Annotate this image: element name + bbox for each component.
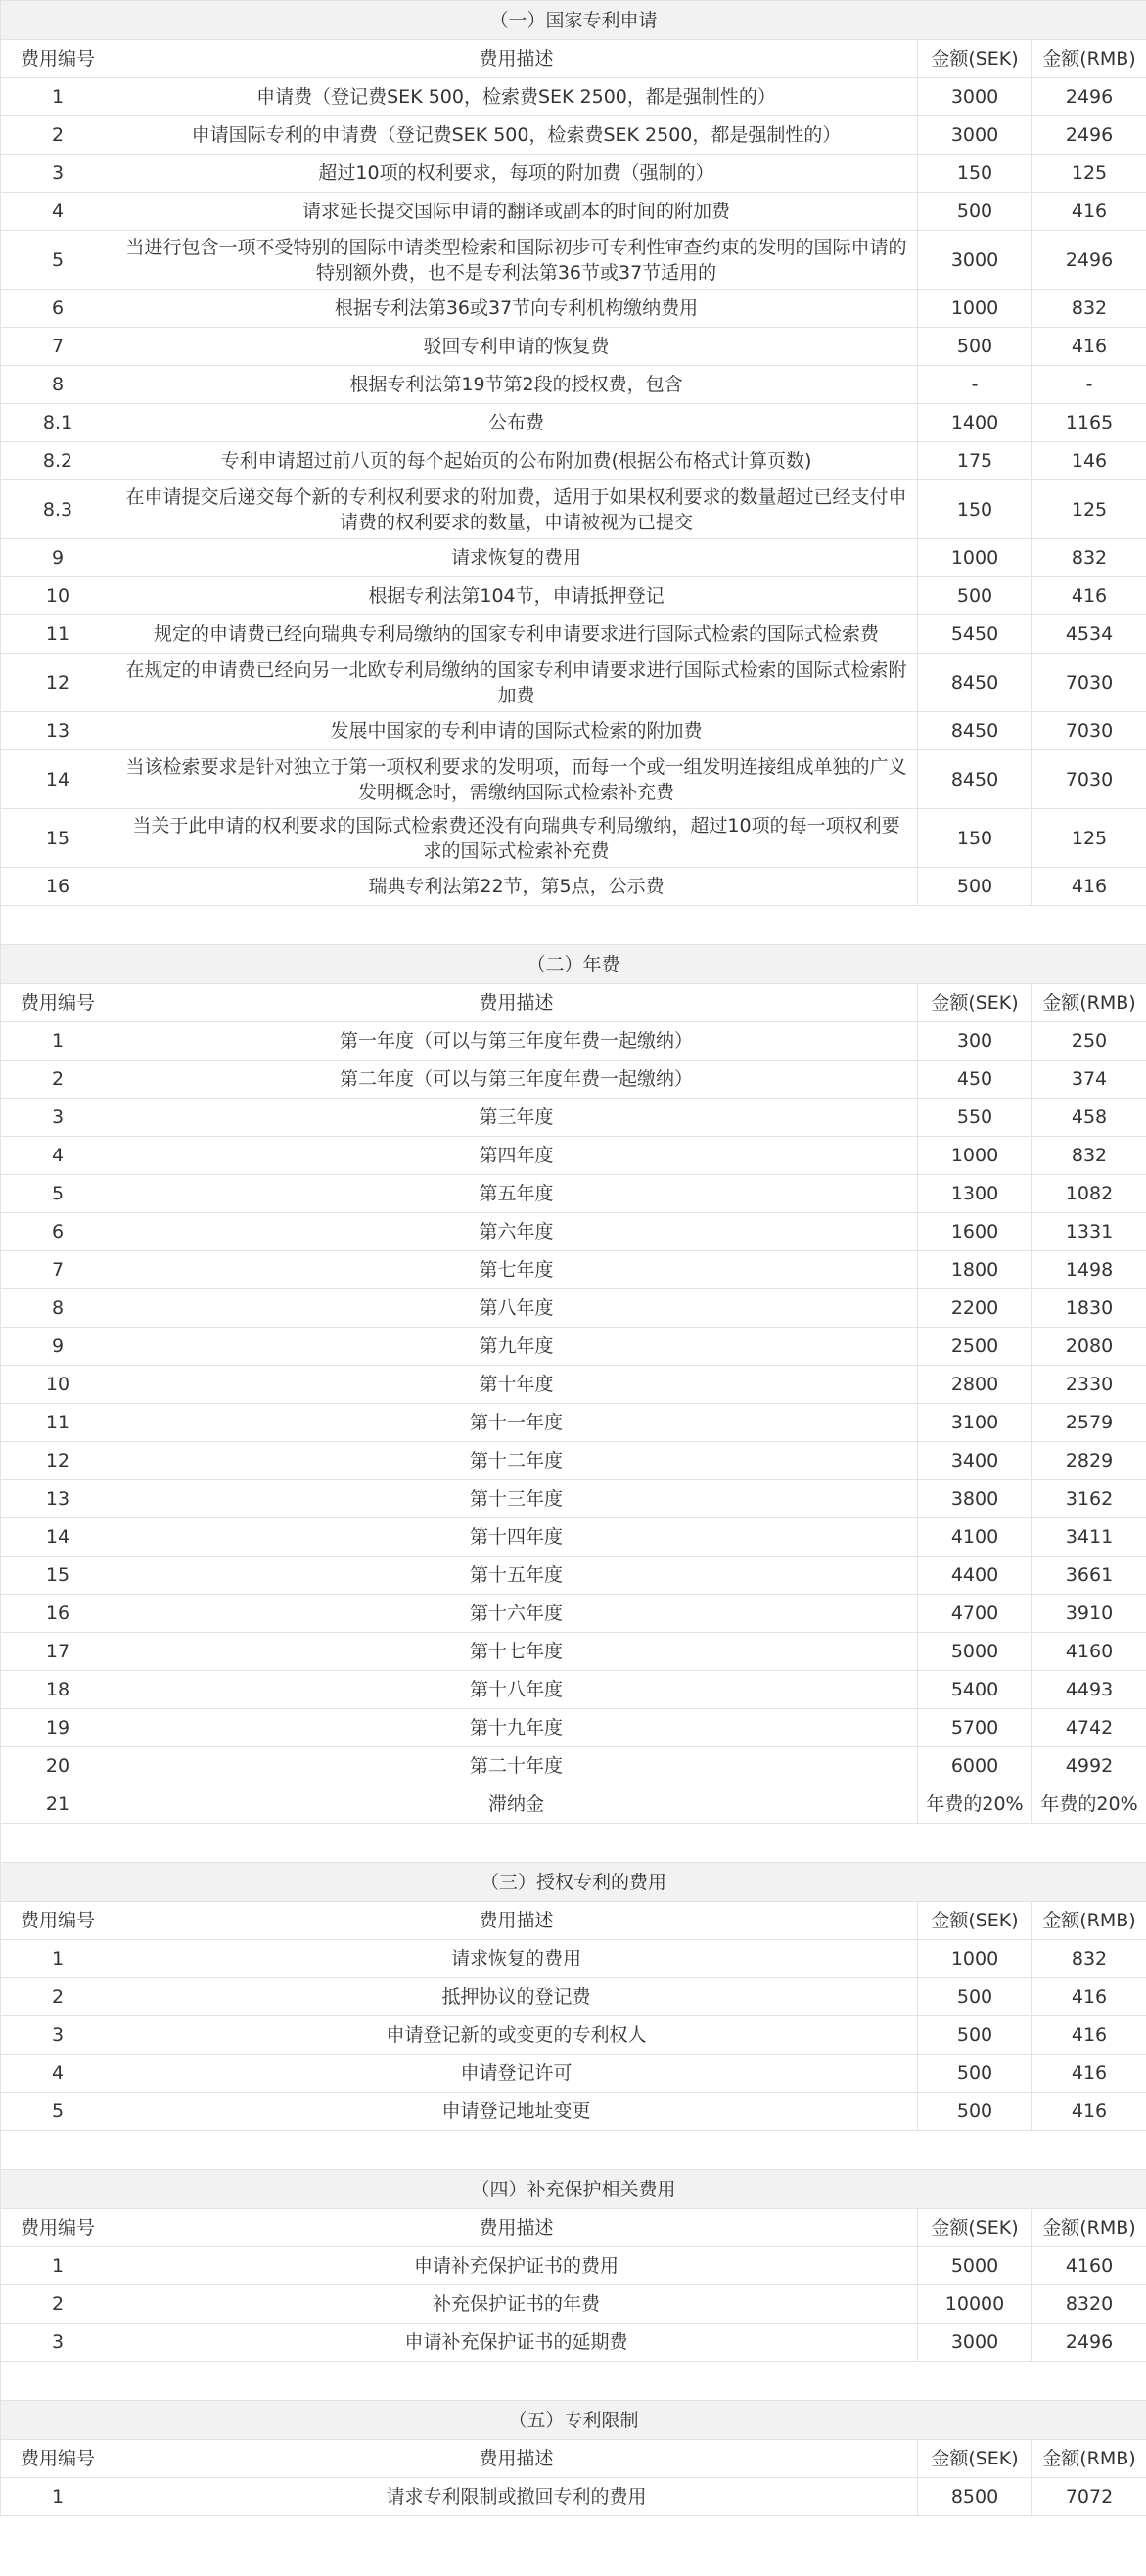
fee-code: 4 [1, 1137, 115, 1175]
section-title-row [1, 945, 1146, 984]
fee-code: 9 [1, 539, 115, 577]
section-title: （四）补充保护相关费用 [1, 2170, 1146, 2209]
amount-sek: 1000 [918, 1940, 1032, 1978]
amount-rmb: 7030 [1032, 654, 1146, 712]
fee-code: 17 [1, 1633, 115, 1671]
table-row [1, 2285, 1146, 2324]
amount-sek: 10000 [918, 2285, 1032, 2324]
amount-rmb: 4742 [1032, 1709, 1146, 1747]
amount-rmb: - [1032, 366, 1146, 404]
table-row [1, 750, 1146, 809]
header-fee-description: 费用描述 [115, 2209, 918, 2247]
table-row [1, 1137, 1146, 1175]
amount-sek: 3400 [918, 1442, 1032, 1480]
fee-code: 14 [1, 750, 115, 809]
fee-description: 规定的申请费已经向瑞典专利局缴纳的国家专利申请要求进行国际式检索的国际式检索费 [115, 615, 918, 654]
fee-description: 补充保护证书的年费 [115, 2285, 918, 2324]
table-row [1, 366, 1146, 404]
table-row [1, 1747, 1146, 1785]
amount-rmb: 4992 [1032, 1747, 1146, 1785]
fee-description: 第七年度 [115, 1251, 918, 1289]
fee-description: 第十二年度 [115, 1442, 918, 1480]
fee-description: 第八年度 [115, 1289, 918, 1328]
amount-sek: 300 [918, 1022, 1032, 1061]
table-row [1, 809, 1146, 868]
amount-rmb: 1165 [1032, 404, 1146, 442]
amount-rmb: 2330 [1032, 1366, 1146, 1404]
table-row [1, 2324, 1146, 2362]
amount-rmb: 374 [1032, 1061, 1146, 1099]
amount-sek: 1300 [918, 1175, 1032, 1213]
amount-rmb: 146 [1032, 442, 1146, 480]
amount-rmb: 1498 [1032, 1251, 1146, 1289]
fee-code: 2 [1, 2285, 115, 2324]
amount-rmb: 125 [1032, 809, 1146, 868]
header-amount-sek: 金额(SEK) [918, 40, 1032, 78]
table-row [1, 193, 1146, 231]
fee-code: 4 [1, 2055, 115, 2093]
amount-rmb: 416 [1032, 868, 1146, 906]
fee-description: 当关于此申请的权利要求的国际式检索费还没有向瑞典专利局缴纳，超过10项的每一项权利要求的国际式检索补充费 [115, 809, 918, 868]
fee-description: 第一年度（可以与第三年度年费一起缴纳） [115, 1022, 918, 1061]
amount-sek: 8450 [918, 712, 1032, 750]
spacer-cell [1, 1824, 1146, 1863]
fee-description: 第五年度 [115, 1175, 918, 1213]
amount-rmb: 4160 [1032, 2247, 1146, 2285]
column-header-row [1, 40, 1146, 78]
fee-code: 1 [1, 78, 115, 116]
spacer-cell [1, 2131, 1146, 2170]
header-fee-description: 费用描述 [115, 2440, 918, 2478]
fee-code: 1 [1, 2247, 115, 2285]
amount-rmb: 416 [1032, 1978, 1146, 2016]
table-row [1, 2478, 1146, 2516]
fee-description: 第十三年度 [115, 1480, 918, 1518]
section-spacer [1, 906, 1146, 945]
fee-code: 6 [1, 290, 115, 328]
fee-description: 请求恢复的费用 [115, 1940, 918, 1978]
amount-rmb: 7030 [1032, 750, 1146, 809]
table-row [1, 1328, 1146, 1366]
amount-rmb: 2496 [1032, 78, 1146, 116]
fee-code: 7 [1, 1251, 115, 1289]
amount-rmb: 832 [1032, 539, 1146, 577]
section-spacer [1, 1824, 1146, 1863]
amount-sek: 3800 [918, 1480, 1032, 1518]
fee-code: 5 [1, 231, 115, 290]
section-title-row [1, 1, 1146, 40]
amount-rmb: 2080 [1032, 1328, 1146, 1366]
amount-sek: 8450 [918, 654, 1032, 712]
fee-code: 21 [1, 1785, 115, 1824]
amount-rmb: 832 [1032, 1137, 1146, 1175]
fee-description: 第十一年度 [115, 1404, 918, 1442]
amount-sek: 500 [918, 2055, 1032, 2093]
amount-sek: 500 [918, 193, 1032, 231]
amount-sek: 1400 [918, 404, 1032, 442]
amount-sek: 550 [918, 1099, 1032, 1137]
amount-sek: 150 [918, 480, 1032, 539]
header-amount-sek: 金额(SEK) [918, 984, 1032, 1022]
fee-code: 3 [1, 2016, 115, 2055]
amount-sek: 3000 [918, 78, 1032, 116]
table-row [1, 1709, 1146, 1747]
amount-rmb: 3910 [1032, 1595, 1146, 1633]
column-header-row [1, 984, 1146, 1022]
table-row [1, 1978, 1146, 2016]
amount-sek: 4700 [918, 1595, 1032, 1633]
table-row [1, 1175, 1146, 1213]
fee-code: 11 [1, 1404, 115, 1442]
fee-code: 8 [1, 1289, 115, 1328]
table-row [1, 1595, 1146, 1633]
table-row [1, 1940, 1146, 1978]
amount-sek: 2200 [918, 1289, 1032, 1328]
section-title-row [1, 2170, 1146, 2209]
header-amount-rmb: 金额(RMB) [1032, 2440, 1146, 2478]
fee-code: 14 [1, 1518, 115, 1557]
fee-code: 2 [1, 116, 115, 155]
fee-code: 3 [1, 1099, 115, 1137]
fee-code: 12 [1, 654, 115, 712]
amount-sek: 500 [918, 577, 1032, 615]
amount-sek: 1000 [918, 539, 1032, 577]
amount-sek: 3100 [918, 1404, 1032, 1442]
amount-rmb: 3411 [1032, 1518, 1146, 1557]
amount-sek: 8450 [918, 750, 1032, 809]
fee-description: 第六年度 [115, 1213, 918, 1251]
fee-description: 发展中国家的专利申请的国际式检索的附加费 [115, 712, 918, 750]
amount-rmb: 1830 [1032, 1289, 1146, 1328]
amount-sek: 500 [918, 2016, 1032, 2055]
fee-code: 10 [1, 1366, 115, 1404]
section-spacer [1, 2131, 1146, 2170]
fee-description: 第十七年度 [115, 1633, 918, 1671]
fee-code: 8.2 [1, 442, 115, 480]
amount-rmb: 2579 [1032, 1404, 1146, 1442]
amount-sek: 3000 [918, 231, 1032, 290]
amount-sek: 5450 [918, 615, 1032, 654]
table-row [1, 1557, 1146, 1595]
table-row [1, 2247, 1146, 2285]
header-fee-code: 费用编号 [1, 984, 115, 1022]
amount-rmb: 416 [1032, 577, 1146, 615]
table-row [1, 442, 1146, 480]
fee-code: 5 [1, 1175, 115, 1213]
fee-code: 3 [1, 2324, 115, 2362]
header-fee-code: 费用编号 [1, 40, 115, 78]
table-row [1, 1061, 1146, 1099]
table-row [1, 1366, 1146, 1404]
amount-sek: 5000 [918, 1633, 1032, 1671]
fee-description: 请求恢复的费用 [115, 539, 918, 577]
fee-code: 13 [1, 712, 115, 750]
section-title: （一）国家专利申请 [1, 1, 1146, 40]
fee-description: 根据专利法第104节，申请抵押登记 [115, 577, 918, 615]
table-row [1, 1633, 1146, 1671]
table-row [1, 2016, 1146, 2055]
amount-sek: 500 [918, 2093, 1032, 2131]
fee-description: 瑞典专利法第22节，第5点，公示费 [115, 868, 918, 906]
fee-description: 第四年度 [115, 1137, 918, 1175]
fee-code: 20 [1, 1747, 115, 1785]
spacer-cell [1, 906, 1146, 945]
amount-sek: 150 [918, 809, 1032, 868]
fee-code: 8.3 [1, 480, 115, 539]
amount-rmb: 416 [1032, 193, 1146, 231]
section-title: （五）专利限制 [1, 2401, 1146, 2440]
fee-description: 申请登记许可 [115, 2055, 918, 2093]
amount-sek: 1600 [918, 1213, 1032, 1251]
table-row [1, 1289, 1146, 1328]
amount-sek: 450 [918, 1061, 1032, 1099]
header-fee-code: 费用编号 [1, 2440, 115, 2478]
column-header-row [1, 2209, 1146, 2247]
table-row [1, 868, 1146, 906]
amount-rmb: 416 [1032, 2055, 1146, 2093]
column-header-row [1, 2440, 1146, 2478]
amount-rmb: 250 [1032, 1022, 1146, 1061]
fee-description: 第十六年度 [115, 1595, 918, 1633]
amount-rmb: 416 [1032, 328, 1146, 366]
amount-sek: 500 [918, 868, 1032, 906]
fee-code: 6 [1, 1213, 115, 1251]
amount-rmb: 125 [1032, 480, 1146, 539]
amount-sek: - [918, 366, 1032, 404]
amount-sek: 2800 [918, 1366, 1032, 1404]
amount-sek: 3000 [918, 116, 1032, 155]
amount-rmb: 2496 [1032, 116, 1146, 155]
fee-code: 13 [1, 1480, 115, 1518]
header-fee-description: 费用描述 [115, 984, 918, 1022]
column-header-row [1, 1902, 1146, 1940]
fee-description: 第三年度 [115, 1099, 918, 1137]
amount-sek: 年费的20% [918, 1785, 1032, 1824]
header-amount-rmb: 金额(RMB) [1032, 984, 1146, 1022]
fee-code: 8.1 [1, 404, 115, 442]
header-fee-description: 费用描述 [115, 1902, 918, 1940]
amount-rmb: 7030 [1032, 712, 1146, 750]
header-amount-sek: 金额(SEK) [918, 1902, 1032, 1940]
fee-code: 11 [1, 615, 115, 654]
amount-sek: 150 [918, 155, 1032, 193]
fee-description: 驳回专利申请的恢复费 [115, 328, 918, 366]
amount-sek: 5000 [918, 2247, 1032, 2285]
amount-rmb: 4534 [1032, 615, 1146, 654]
amount-rmb: 2829 [1032, 1442, 1146, 1480]
table-row [1, 231, 1146, 290]
fee-code: 9 [1, 1328, 115, 1366]
fee-code: 18 [1, 1671, 115, 1709]
fee-code: 1 [1, 1022, 115, 1061]
amount-sek: 1000 [918, 290, 1032, 328]
fee-description: 第二十年度 [115, 1747, 918, 1785]
amount-sek: 1800 [918, 1251, 1032, 1289]
fee-description: 超过10项的权利要求，每项的附加费（强制的） [115, 155, 918, 193]
amount-rmb: 832 [1032, 290, 1146, 328]
amount-sek: 4400 [918, 1557, 1032, 1595]
amount-sek: 500 [918, 328, 1032, 366]
table-row [1, 155, 1146, 193]
table-row [1, 654, 1146, 712]
fee-code: 3 [1, 155, 115, 193]
fee-description: 第二年度（可以与第三年度年费一起缴纳） [115, 1061, 918, 1099]
section-title: （二）年费 [1, 945, 1146, 984]
fee-description: 当进行包含一项不受特别的国际申请类型检索和国际初步可专利性审查约束的发明的国际申请的特别额外费，也不是专利法第36节或37节适用的 [115, 231, 918, 290]
amount-rmb: 416 [1032, 2016, 1146, 2055]
fee-code: 2 [1, 1061, 115, 1099]
amount-rmb: 832 [1032, 1940, 1146, 1978]
header-amount-rmb: 金额(RMB) [1032, 40, 1146, 78]
amount-rmb: 3162 [1032, 1480, 1146, 1518]
table-row [1, 480, 1146, 539]
fee-description: 申请国际专利的申请费（登记费SEK 500，检索费SEK 2500，都是强制性的） [115, 116, 918, 155]
fee-code: 8 [1, 366, 115, 404]
table-row [1, 615, 1146, 654]
amount-sek: 6000 [918, 1747, 1032, 1785]
fee-code: 16 [1, 1595, 115, 1633]
amount-rmb: 2496 [1032, 2324, 1146, 2362]
table-row [1, 1785, 1146, 1824]
amount-sek: 175 [918, 442, 1032, 480]
fee-description: 请求专利限制或撤回专利的费用 [115, 2478, 918, 2516]
amount-rmb: 2496 [1032, 231, 1146, 290]
amount-rmb: 125 [1032, 155, 1146, 193]
fee-description: 申请登记新的或变更的专利权人 [115, 2016, 918, 2055]
fee-description: 根据专利法第36或37节向专利机构缴纳费用 [115, 290, 918, 328]
fee-code: 5 [1, 2093, 115, 2131]
table-row [1, 328, 1146, 366]
amount-sek: 5700 [918, 1709, 1032, 1747]
fee-description: 专利申请超过前八页的每个起始页的公布附加费(根据公布格式计算页数) [115, 442, 918, 480]
table-row [1, 78, 1146, 116]
amount-sek: 1000 [918, 1137, 1032, 1175]
section-title-row [1, 1863, 1146, 1902]
header-amount-sek: 金额(SEK) [918, 2440, 1032, 2478]
table-row [1, 116, 1146, 155]
header-fee-description: 费用描述 [115, 40, 918, 78]
table-row [1, 1480, 1146, 1518]
header-amount-sek: 金额(SEK) [918, 2209, 1032, 2247]
fee-code: 19 [1, 1709, 115, 1747]
amount-rmb: 458 [1032, 1099, 1146, 1137]
amount-rmb: 8320 [1032, 2285, 1146, 2324]
amount-rmb: 1331 [1032, 1213, 1146, 1251]
fee-description: 第九年度 [115, 1328, 918, 1366]
fee-description: 申请费（登记费SEK 500，检索费SEK 2500，都是强制性的） [115, 78, 918, 116]
fee-description: 第十年度 [115, 1366, 918, 1404]
fee-description: 在申请提交后递交每个新的专利权利要求的附加费，适用于如果权利要求的数量超过已经支付申请费的权利要求的数量，申请被视为已提交 [115, 480, 918, 539]
table-row [1, 1022, 1146, 1061]
table-row [1, 1099, 1146, 1137]
header-amount-rmb: 金额(RMB) [1032, 2209, 1146, 2247]
fee-code: 15 [1, 809, 115, 868]
table-row [1, 1518, 1146, 1557]
amount-sek: 2500 [918, 1328, 1032, 1366]
table-row [1, 2093, 1146, 2131]
fee-code: 2 [1, 1978, 115, 2016]
section-title-row [1, 2401, 1146, 2440]
section-title: （三）授权专利的费用 [1, 1863, 1146, 1902]
table-row [1, 1404, 1146, 1442]
table-row [1, 1442, 1146, 1480]
table-row [1, 1671, 1146, 1709]
fee-code: 10 [1, 577, 115, 615]
amount-rmb: 4160 [1032, 1633, 1146, 1671]
fee-description: 请求延长提交国际申请的翻译或副本的时间的附加费 [115, 193, 918, 231]
header-amount-rmb: 金额(RMB) [1032, 1902, 1146, 1940]
fee-description: 第十四年度 [115, 1518, 918, 1557]
fee-description: 申请补充保护证书的延期费 [115, 2324, 918, 2362]
amount-sek: 8500 [918, 2478, 1032, 2516]
amount-sek: 500 [918, 1978, 1032, 2016]
table-row [1, 2055, 1146, 2093]
amount-rmb: 7072 [1032, 2478, 1146, 2516]
fee-description: 第十五年度 [115, 1557, 918, 1595]
table-row [1, 1213, 1146, 1251]
fee-description: 根据专利法第19节第2段的授权费，包含 [115, 366, 918, 404]
fee-code: 15 [1, 1557, 115, 1595]
fee-code: 7 [1, 328, 115, 366]
table-row [1, 577, 1146, 615]
fee-description: 滞纳金 [115, 1785, 918, 1824]
amount-rmb: 1082 [1032, 1175, 1146, 1213]
header-fee-code: 费用编号 [1, 2209, 115, 2247]
fee-description: 抵押协议的登记费 [115, 1978, 918, 2016]
amount-sek: 4100 [918, 1518, 1032, 1557]
fee-description: 第十八年度 [115, 1671, 918, 1709]
fee-description: 申请登记地址变更 [115, 2093, 918, 2131]
table-row [1, 290, 1146, 328]
amount-rmb: 3661 [1032, 1557, 1146, 1595]
amount-rmb: 416 [1032, 2093, 1146, 2131]
fee-code: 1 [1, 1940, 115, 1978]
amount-sek: 5400 [918, 1671, 1032, 1709]
fee-description: 在规定的申请费已经向另一北欧专利局缴纳的国家专利申请要求进行国际式检索的国际式检索附加费 [115, 654, 918, 712]
fee-description: 公布费 [115, 404, 918, 442]
fee-code: 16 [1, 868, 115, 906]
header-fee-code: 费用编号 [1, 1902, 115, 1940]
section-spacer [1, 2362, 1146, 2401]
fee-description: 第十九年度 [115, 1709, 918, 1747]
fee-description: 当该检索要求是针对独立于第一项权利要求的发明项，而每一个或一组发明连接组成单独的广义发明概念时，需缴纳国际式检索补充费 [115, 750, 918, 809]
fee-code: 1 [1, 2478, 115, 2516]
amount-rmb: 年费的20% [1032, 1785, 1146, 1824]
table-row [1, 712, 1146, 750]
amount-sek: 3000 [918, 2324, 1032, 2362]
table-row [1, 539, 1146, 577]
table-row [1, 1251, 1146, 1289]
fee-code: 12 [1, 1442, 115, 1480]
table-row [1, 404, 1146, 442]
fee-description: 申请补充保护证书的费用 [115, 2247, 918, 2285]
spacer-cell [1, 2362, 1146, 2401]
amount-rmb: 4493 [1032, 1671, 1146, 1709]
fee-code: 4 [1, 193, 115, 231]
